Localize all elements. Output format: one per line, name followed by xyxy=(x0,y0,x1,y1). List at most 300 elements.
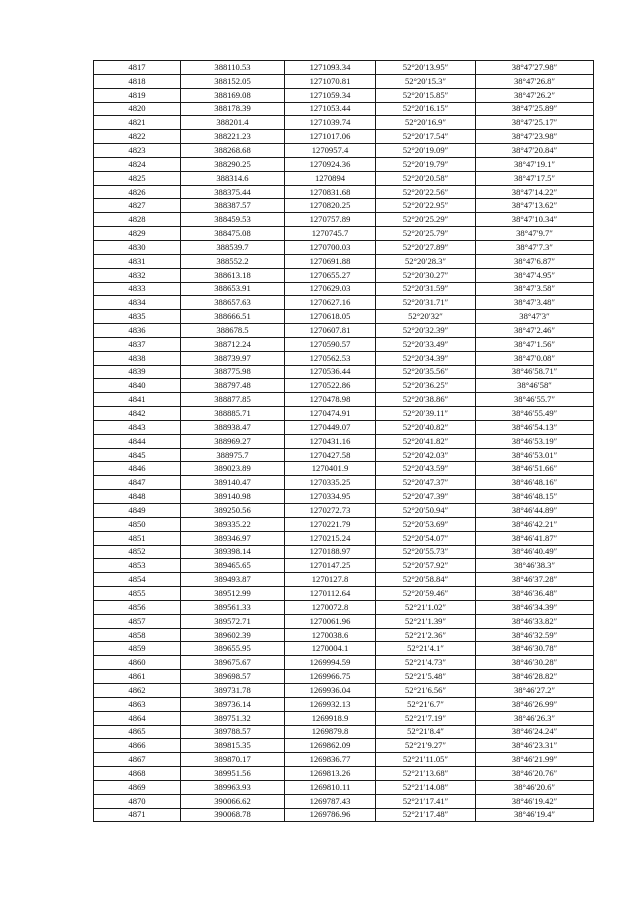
table-row xyxy=(94,656,594,670)
point-number-cell: 4862 xyxy=(94,683,181,697)
point-number-cell: 4835 xyxy=(94,310,181,324)
table-row xyxy=(94,74,594,88)
y-coordinate-cell: 1271059.34 xyxy=(285,88,376,102)
y-coordinate-cell: 1269862.09 xyxy=(285,739,376,753)
x-coordinate-cell: 389493.87 xyxy=(181,573,285,587)
latitude-cell: 52°20′25.79″ xyxy=(376,227,476,241)
latitude-cell: 52°20′28.3″ xyxy=(376,254,476,268)
latitude-cell: 52°21′13.68″ xyxy=(376,767,476,781)
x-coordinate-cell: 389963.93 xyxy=(181,780,285,794)
y-coordinate-cell: 1270272.73 xyxy=(285,504,376,518)
point-number-cell: 4824 xyxy=(94,157,181,171)
table-row xyxy=(94,531,594,545)
table-row xyxy=(94,296,594,310)
point-number-cell: 4821 xyxy=(94,116,181,130)
point-number-cell: 4828 xyxy=(94,213,181,227)
x-coordinate-cell: 389140.47 xyxy=(181,476,285,490)
y-coordinate-cell: 1270894 xyxy=(285,171,376,185)
point-number-cell: 4847 xyxy=(94,476,181,490)
latitude-cell: 52°20′17.54″ xyxy=(376,130,476,144)
point-number-cell: 4860 xyxy=(94,656,181,670)
point-number-cell: 4819 xyxy=(94,88,181,102)
x-coordinate-cell: 388268.68 xyxy=(181,144,285,158)
x-coordinate-cell: 388885.71 xyxy=(181,407,285,421)
longitude-cell: 38°47′19.1″ xyxy=(476,157,594,171)
latitude-cell: 52°20′22.56″ xyxy=(376,185,476,199)
coordinates-table-body xyxy=(94,61,594,822)
latitude-cell: 52°20′30.27″ xyxy=(376,268,476,282)
x-coordinate-cell: 389561.33 xyxy=(181,600,285,614)
table-row xyxy=(94,587,594,601)
point-number-cell: 4829 xyxy=(94,227,181,241)
y-coordinate-cell: 1270831.68 xyxy=(285,185,376,199)
longitude-cell: 38°47′26.2″ xyxy=(476,88,594,102)
table-row xyxy=(94,462,594,476)
x-coordinate-cell: 389731.78 xyxy=(181,683,285,697)
table-row xyxy=(94,144,594,158)
table-row xyxy=(94,448,594,462)
longitude-cell: 38°46′20.76″ xyxy=(476,767,594,781)
longitude-cell: 38°46′23.31″ xyxy=(476,739,594,753)
latitude-cell: 52°20′15.3″ xyxy=(376,74,476,88)
latitude-cell: 52°20′35.56″ xyxy=(376,365,476,379)
x-coordinate-cell: 389398.14 xyxy=(181,545,285,559)
x-coordinate-cell: 388877.85 xyxy=(181,393,285,407)
table-row xyxy=(94,324,594,338)
point-number-cell: 4845 xyxy=(94,448,181,462)
longitude-cell: 38°47′10.34″ xyxy=(476,213,594,227)
y-coordinate-cell: 1269836.77 xyxy=(285,753,376,767)
point-number-cell: 4833 xyxy=(94,282,181,296)
longitude-cell: 38°46′26.3″ xyxy=(476,711,594,725)
point-number-cell: 4822 xyxy=(94,130,181,144)
longitude-cell: 38°46′24.24″ xyxy=(476,725,594,739)
y-coordinate-cell: 1270590.57 xyxy=(285,337,376,351)
y-coordinate-cell: 1270820.25 xyxy=(285,199,376,213)
longitude-cell: 38°46′27.2″ xyxy=(476,683,594,697)
point-number-cell: 4837 xyxy=(94,337,181,351)
point-number-cell: 4849 xyxy=(94,504,181,518)
longitude-cell: 38°47′14.22″ xyxy=(476,185,594,199)
point-number-cell: 4830 xyxy=(94,240,181,254)
x-coordinate-cell: 390068.78 xyxy=(181,808,285,822)
x-coordinate-cell: 389698.57 xyxy=(181,670,285,684)
y-coordinate-cell: 1270038.6 xyxy=(285,628,376,642)
point-number-cell: 4861 xyxy=(94,670,181,684)
longitude-cell: 38°46′58.71″ xyxy=(476,365,594,379)
y-coordinate-cell: 1270072.8 xyxy=(285,600,376,614)
longitude-cell: 38°46′44.89″ xyxy=(476,504,594,518)
x-coordinate-cell: 388712.24 xyxy=(181,337,285,351)
longitude-cell: 38°47′0.08″ xyxy=(476,351,594,365)
y-coordinate-cell: 1270700.03 xyxy=(285,240,376,254)
point-number-cell: 4854 xyxy=(94,573,181,587)
y-coordinate-cell: 1270618.05 xyxy=(285,310,376,324)
y-coordinate-cell: 1270607.81 xyxy=(285,324,376,338)
longitude-cell: 38°47′25.17″ xyxy=(476,116,594,130)
table-row xyxy=(94,725,594,739)
table-row xyxy=(94,545,594,559)
y-coordinate-cell: 1269786.96 xyxy=(285,808,376,822)
point-number-cell: 4850 xyxy=(94,517,181,531)
y-coordinate-cell: 1270562.53 xyxy=(285,351,376,365)
x-coordinate-cell: 389465.65 xyxy=(181,559,285,573)
x-coordinate-cell: 388169.08 xyxy=(181,88,285,102)
table-row xyxy=(94,227,594,241)
latitude-cell: 52°20′27.89″ xyxy=(376,240,476,254)
point-number-cell: 4825 xyxy=(94,171,181,185)
latitude-cell: 52°20′15.85″ xyxy=(376,88,476,102)
point-number-cell: 4868 xyxy=(94,767,181,781)
y-coordinate-cell: 1270474.91 xyxy=(285,407,376,421)
longitude-cell: 38°46′30.78″ xyxy=(476,642,594,656)
latitude-cell: 52°20′53.69″ xyxy=(376,517,476,531)
longitude-cell: 38°46′34.39″ xyxy=(476,600,594,614)
y-coordinate-cell: 1270745.7 xyxy=(285,227,376,241)
y-coordinate-cell: 1271039.74 xyxy=(285,116,376,130)
longitude-cell: 38°47′9.7″ xyxy=(476,227,594,241)
y-coordinate-cell: 1270334.95 xyxy=(285,490,376,504)
x-coordinate-cell: 388110.53 xyxy=(181,61,285,75)
longitude-cell: 38°46′28.82″ xyxy=(476,670,594,684)
x-coordinate-cell: 388178.39 xyxy=(181,102,285,116)
longitude-cell: 38°47′27.98″ xyxy=(476,61,594,75)
table-row xyxy=(94,157,594,171)
point-number-cell: 4871 xyxy=(94,808,181,822)
table-row xyxy=(94,199,594,213)
y-coordinate-cell: 1270335.25 xyxy=(285,476,376,490)
y-coordinate-cell: 1270112.64 xyxy=(285,587,376,601)
table-row xyxy=(94,808,594,822)
latitude-cell: 52°20′31.59″ xyxy=(376,282,476,296)
latitude-cell: 52°21′6.56″ xyxy=(376,683,476,697)
latitude-cell: 52°21′17.48″ xyxy=(376,808,476,822)
latitude-cell: 52°21′9.27″ xyxy=(376,739,476,753)
latitude-cell: 52°20′47.39″ xyxy=(376,490,476,504)
table-row xyxy=(94,254,594,268)
point-number-cell: 4841 xyxy=(94,393,181,407)
point-number-cell: 4864 xyxy=(94,711,181,725)
point-number-cell: 4826 xyxy=(94,185,181,199)
table-row xyxy=(94,116,594,130)
table-row xyxy=(94,88,594,102)
table-row xyxy=(94,130,594,144)
point-number-cell: 4818 xyxy=(94,74,181,88)
x-coordinate-cell: 388613.18 xyxy=(181,268,285,282)
x-coordinate-cell: 389788.57 xyxy=(181,725,285,739)
y-coordinate-cell: 1270427.58 xyxy=(285,448,376,462)
longitude-cell: 38°46′33.82″ xyxy=(476,614,594,628)
latitude-cell: 52°20′36.25″ xyxy=(376,379,476,393)
y-coordinate-cell: 1270691.88 xyxy=(285,254,376,268)
latitude-cell: 52°20′32″ xyxy=(376,310,476,324)
point-number-cell: 4848 xyxy=(94,490,181,504)
table-row xyxy=(94,780,594,794)
y-coordinate-cell: 1271070.81 xyxy=(285,74,376,88)
y-coordinate-cell: 1270061.96 xyxy=(285,614,376,628)
longitude-cell: 38°47′6.87″ xyxy=(476,254,594,268)
table-row xyxy=(94,504,594,518)
latitude-cell: 52°21′17.41″ xyxy=(376,794,476,808)
table-row xyxy=(94,753,594,767)
x-coordinate-cell: 388375.44 xyxy=(181,185,285,199)
y-coordinate-cell: 1270655.27 xyxy=(285,268,376,282)
x-coordinate-cell: 388678.5 xyxy=(181,324,285,338)
x-coordinate-cell: 389870.17 xyxy=(181,753,285,767)
longitude-cell: 38°46′55.7″ xyxy=(476,393,594,407)
table-row xyxy=(94,628,594,642)
latitude-cell: 52°20′13.95″ xyxy=(376,61,476,75)
longitude-cell: 38°47′3″ xyxy=(476,310,594,324)
y-coordinate-cell: 1269787.43 xyxy=(285,794,376,808)
table-row xyxy=(94,420,594,434)
x-coordinate-cell: 390066.62 xyxy=(181,794,285,808)
y-coordinate-cell: 1270757.89 xyxy=(285,213,376,227)
latitude-cell: 52°20′22.95″ xyxy=(376,199,476,213)
x-coordinate-cell: 388975.7 xyxy=(181,448,285,462)
y-coordinate-cell: 1270215.24 xyxy=(285,531,376,545)
x-coordinate-cell: 389572.71 xyxy=(181,614,285,628)
longitude-cell: 38°47′26.8″ xyxy=(476,74,594,88)
longitude-cell: 38°46′20.6″ xyxy=(476,780,594,794)
table-row xyxy=(94,600,594,614)
point-number-cell: 4842 xyxy=(94,407,181,421)
y-coordinate-cell: 1269810.11 xyxy=(285,780,376,794)
y-coordinate-cell: 1269936.04 xyxy=(285,683,376,697)
table-row xyxy=(94,171,594,185)
longitude-cell: 38°47′25.89″ xyxy=(476,102,594,116)
longitude-cell: 38°46′48.16″ xyxy=(476,476,594,490)
latitude-cell: 52°20′25.29″ xyxy=(376,213,476,227)
table-row xyxy=(94,310,594,324)
y-coordinate-cell: 1270449.07 xyxy=(285,420,376,434)
point-number-cell: 4863 xyxy=(94,697,181,711)
x-coordinate-cell: 389751.32 xyxy=(181,711,285,725)
latitude-cell: 52°21′5.48″ xyxy=(376,670,476,684)
table-row xyxy=(94,337,594,351)
latitude-cell: 52°21′4.1″ xyxy=(376,642,476,656)
point-number-cell: 4869 xyxy=(94,780,181,794)
latitude-cell: 52°21′14.08″ xyxy=(376,780,476,794)
table-row xyxy=(94,240,594,254)
point-number-cell: 4853 xyxy=(94,559,181,573)
longitude-cell: 38°47′4.95″ xyxy=(476,268,594,282)
point-number-cell: 4865 xyxy=(94,725,181,739)
latitude-cell: 52°20′42.03″ xyxy=(376,448,476,462)
x-coordinate-cell: 389023.89 xyxy=(181,462,285,476)
table-row xyxy=(94,614,594,628)
longitude-cell: 38°46′55.49″ xyxy=(476,407,594,421)
table-row xyxy=(94,282,594,296)
y-coordinate-cell: 1270401.9 xyxy=(285,462,376,476)
table-row xyxy=(94,711,594,725)
y-coordinate-cell: 1269994.59 xyxy=(285,656,376,670)
table-row xyxy=(94,393,594,407)
x-coordinate-cell: 388969.27 xyxy=(181,434,285,448)
latitude-cell: 52°21′7.19″ xyxy=(376,711,476,725)
y-coordinate-cell: 1269932.13 xyxy=(285,697,376,711)
point-number-cell: 4839 xyxy=(94,365,181,379)
latitude-cell: 52°20′39.11″ xyxy=(376,407,476,421)
latitude-cell: 52°21′4.73″ xyxy=(376,656,476,670)
latitude-cell: 52°20′50.94″ xyxy=(376,504,476,518)
table-row xyxy=(94,379,594,393)
latitude-cell: 52°20′33.49″ xyxy=(376,337,476,351)
point-number-cell: 4844 xyxy=(94,434,181,448)
point-number-cell: 4832 xyxy=(94,268,181,282)
x-coordinate-cell: 389815.35 xyxy=(181,739,285,753)
point-number-cell: 4857 xyxy=(94,614,181,628)
point-number-cell: 4831 xyxy=(94,254,181,268)
x-coordinate-cell: 388459.53 xyxy=(181,213,285,227)
longitude-cell: 38°47′3.58″ xyxy=(476,282,594,296)
latitude-cell: 52°20′54.07″ xyxy=(376,531,476,545)
table-row xyxy=(94,351,594,365)
table-row xyxy=(94,559,594,573)
latitude-cell: 52°20′31.71″ xyxy=(376,296,476,310)
longitude-cell: 38°46′53.01″ xyxy=(476,448,594,462)
latitude-cell: 52°20′47.37″ xyxy=(376,476,476,490)
x-coordinate-cell: 388152.05 xyxy=(181,74,285,88)
longitude-cell: 38°47′17.5″ xyxy=(476,171,594,185)
latitude-cell: 52°20′19.79″ xyxy=(376,157,476,171)
y-coordinate-cell: 1270478.98 xyxy=(285,393,376,407)
point-number-cell: 4855 xyxy=(94,587,181,601)
longitude-cell: 38°46′53.19″ xyxy=(476,434,594,448)
point-number-cell: 4866 xyxy=(94,739,181,753)
y-coordinate-cell: 1270004.1 xyxy=(285,642,376,656)
point-number-cell: 4851 xyxy=(94,531,181,545)
point-number-cell: 4858 xyxy=(94,628,181,642)
longitude-cell: 38°46′48.15″ xyxy=(476,490,594,504)
point-number-cell: 4840 xyxy=(94,379,181,393)
x-coordinate-cell: 388290.25 xyxy=(181,157,285,171)
y-coordinate-cell: 1269966.75 xyxy=(285,670,376,684)
longitude-cell: 38°46′36.48″ xyxy=(476,587,594,601)
longitude-cell: 38°46′42.21″ xyxy=(476,517,594,531)
x-coordinate-cell: 389602.39 xyxy=(181,628,285,642)
latitude-cell: 52°20′41.82″ xyxy=(376,434,476,448)
latitude-cell: 52°20′40.82″ xyxy=(376,420,476,434)
table-row xyxy=(94,573,594,587)
point-number-cell: 4820 xyxy=(94,102,181,116)
x-coordinate-cell: 388475.08 xyxy=(181,227,285,241)
longitude-cell: 38°46′51.66″ xyxy=(476,462,594,476)
table-row xyxy=(94,767,594,781)
latitude-cell: 52°21′8.4″ xyxy=(376,725,476,739)
point-number-cell: 4852 xyxy=(94,545,181,559)
longitude-cell: 38°46′26.99″ xyxy=(476,697,594,711)
table-row xyxy=(94,739,594,753)
table-row xyxy=(94,490,594,504)
coordinates-table xyxy=(93,60,594,822)
point-number-cell: 4843 xyxy=(94,420,181,434)
point-number-cell: 4836 xyxy=(94,324,181,338)
longitude-cell: 38°46′54.13″ xyxy=(476,420,594,434)
table-row xyxy=(94,683,594,697)
latitude-cell: 52°20′32.39″ xyxy=(376,324,476,338)
y-coordinate-cell: 1270127.8 xyxy=(285,573,376,587)
latitude-cell: 52°20′55.73″ xyxy=(376,545,476,559)
longitude-cell: 38°46′19.4″ xyxy=(476,808,594,822)
longitude-cell: 38°46′19.42″ xyxy=(476,794,594,808)
y-coordinate-cell: 1270957.4 xyxy=(285,144,376,158)
x-coordinate-cell: 388539.7 xyxy=(181,240,285,254)
longitude-cell: 38°46′58″ xyxy=(476,379,594,393)
longitude-cell: 38°47′23.98″ xyxy=(476,130,594,144)
longitude-cell: 38°46′32.59″ xyxy=(476,628,594,642)
x-coordinate-cell: 388797.48 xyxy=(181,379,285,393)
point-number-cell: 4817 xyxy=(94,61,181,75)
table-row xyxy=(94,268,594,282)
y-coordinate-cell: 1271053.44 xyxy=(285,102,376,116)
y-coordinate-cell: 1269918.9 xyxy=(285,711,376,725)
latitude-cell: 52°20′57.92″ xyxy=(376,559,476,573)
y-coordinate-cell: 1271017.06 xyxy=(285,130,376,144)
y-coordinate-cell: 1269879.8 xyxy=(285,725,376,739)
table-row xyxy=(94,407,594,421)
longitude-cell: 38°47′20.84″ xyxy=(476,144,594,158)
table-row xyxy=(94,434,594,448)
latitude-cell: 52°21′1.02″ xyxy=(376,600,476,614)
longitude-cell: 38°46′21.99″ xyxy=(476,753,594,767)
x-coordinate-cell: 388739.97 xyxy=(181,351,285,365)
longitude-cell: 38°47′1.56″ xyxy=(476,337,594,351)
x-coordinate-cell: 389951.56 xyxy=(181,767,285,781)
table-row xyxy=(94,794,594,808)
point-number-cell: 4827 xyxy=(94,199,181,213)
table-row xyxy=(94,476,594,490)
x-coordinate-cell: 388201.4 xyxy=(181,116,285,130)
table-row xyxy=(94,61,594,75)
x-coordinate-cell: 388657.63 xyxy=(181,296,285,310)
x-coordinate-cell: 388552.2 xyxy=(181,254,285,268)
y-coordinate-cell: 1270221.79 xyxy=(285,517,376,531)
point-number-cell: 4838 xyxy=(94,351,181,365)
latitude-cell: 52°20′59.46″ xyxy=(376,587,476,601)
point-number-cell: 4823 xyxy=(94,144,181,158)
latitude-cell: 52°21′11.05″ xyxy=(376,753,476,767)
x-coordinate-cell: 389512.99 xyxy=(181,587,285,601)
point-number-cell: 4846 xyxy=(94,462,181,476)
x-coordinate-cell: 389736.14 xyxy=(181,697,285,711)
x-coordinate-cell: 389250.56 xyxy=(181,504,285,518)
latitude-cell: 52°20′38.86″ xyxy=(376,393,476,407)
x-coordinate-cell: 388653.91 xyxy=(181,282,285,296)
longitude-cell: 38°47′2.46″ xyxy=(476,324,594,338)
point-number-cell: 4867 xyxy=(94,753,181,767)
x-coordinate-cell: 388775.98 xyxy=(181,365,285,379)
latitude-cell: 52°20′34.39″ xyxy=(376,351,476,365)
point-number-cell: 4859 xyxy=(94,642,181,656)
y-coordinate-cell: 1270924.36 xyxy=(285,157,376,171)
latitude-cell: 52°20′43.59″ xyxy=(376,462,476,476)
longitude-cell: 38°46′40.49″ xyxy=(476,545,594,559)
latitude-cell: 52°20′20.58″ xyxy=(376,171,476,185)
latitude-cell: 52°21′1.39″ xyxy=(376,614,476,628)
table-row xyxy=(94,365,594,379)
y-coordinate-cell: 1270629.03 xyxy=(285,282,376,296)
y-coordinate-cell: 1270147.25 xyxy=(285,559,376,573)
longitude-cell: 38°47′7.3″ xyxy=(476,240,594,254)
table-row xyxy=(94,642,594,656)
y-coordinate-cell: 1270188.97 xyxy=(285,545,376,559)
x-coordinate-cell: 388387.57 xyxy=(181,199,285,213)
y-coordinate-cell: 1269813.26 xyxy=(285,767,376,781)
x-coordinate-cell: 389140.98 xyxy=(181,490,285,504)
x-coordinate-cell: 389655.95 xyxy=(181,642,285,656)
table-row xyxy=(94,517,594,531)
